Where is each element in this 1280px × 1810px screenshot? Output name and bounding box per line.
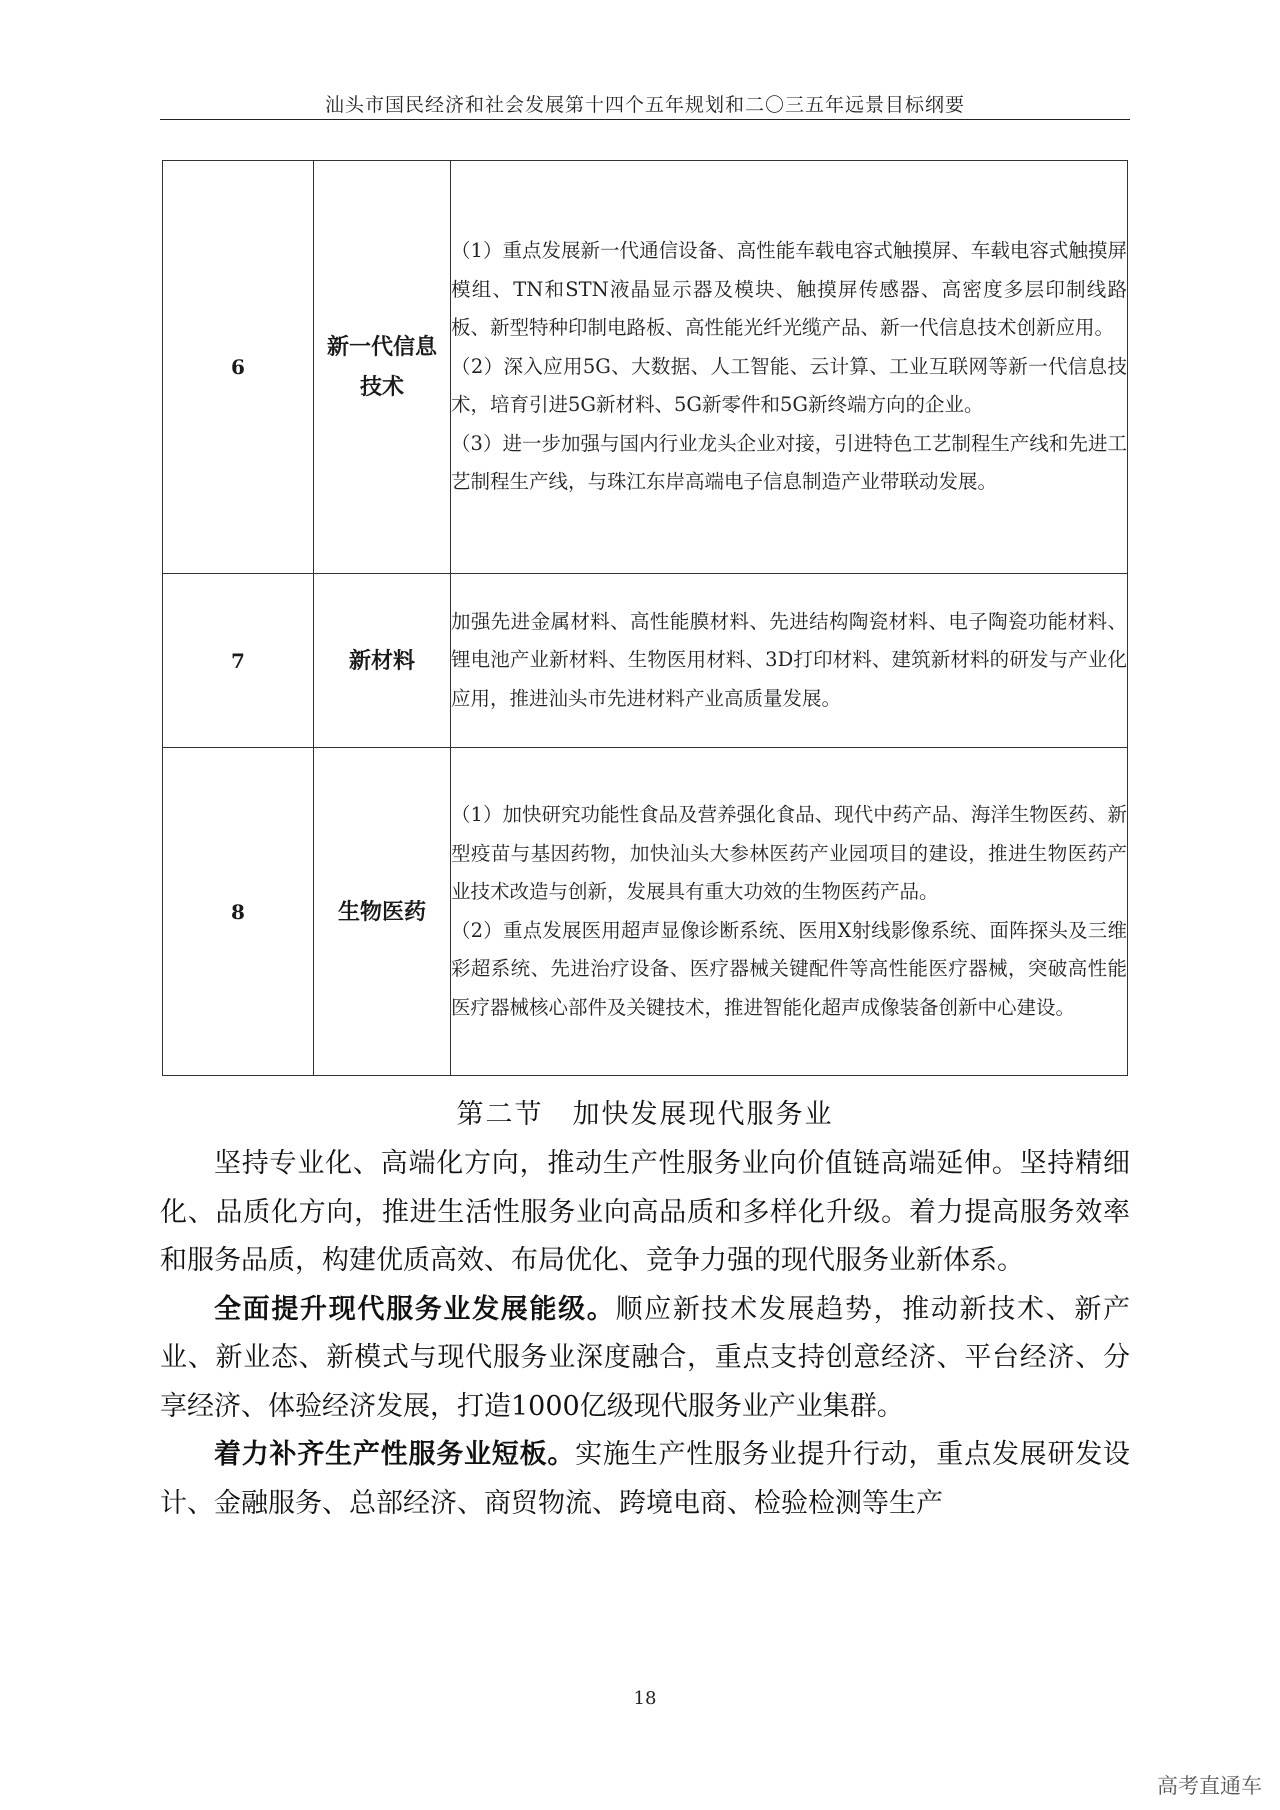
industry-name-line: 生物医药 <box>337 898 426 925</box>
row-number: 6 <box>163 161 314 574</box>
description-paragraph: （1）重点发展新一代通信设备、高性能车载电容式触摸屏、车载电容式触摸屏模组、TN和STN液晶显示器及模块、触摸屏传感器、高密度多层印制线路板、新型特种印制电路板、高性能光纤光缆产品、新一代信息技术创新应用。 <box>451 239 1127 340</box>
header-divider <box>160 119 1130 120</box>
industry-description <box>451 161 1128 574</box>
paragraph-text: 顺应新技术发展趋势，推动新技术、新产业、新业态、新模式与现代服务业深度融合，重点支持创意经济、平台经济、分享经济、体验经济发展，打造1000亿级现代服务业产业集群。 <box>160 1293 1130 1422</box>
body-text <box>160 1140 1130 1528</box>
running-header: 汕头市国民经济和社会发展第十四个五年规划和二〇三五年远景目标纲要 <box>324 94 965 116</box>
row-number: 8 <box>163 748 314 1076</box>
body-paragraph: 坚持专业化、高端化方向，推动生产性服务业向价值链高端延伸。坚持精细化、品质化方向，推进生活性服务业向高品质和多样化升级。着力提高服务效率和服务品质，构建优质高效、布局优化、竞争力强的现代服务业新体系。 <box>160 1148 1130 1276</box>
industry-name-line: 新一代信息 <box>326 334 437 360</box>
industry-name <box>314 748 451 1076</box>
industry-description <box>451 574 1128 748</box>
row-number: 7 <box>163 574 314 748</box>
body-paragraph <box>160 1431 1130 1528</box>
table-row <box>163 574 1128 748</box>
industry-name <box>314 161 451 574</box>
watermark: 高考直通车 <box>1157 1774 1262 1798</box>
paragraph-text: 实施生产性服务业提升行动，重点发展研发设计、金融服务、总部经济、商贸物流、跨境电商、检验检测等生产 <box>160 1439 1130 1519</box>
industry-table <box>162 160 1128 1076</box>
industry-name-line: 技术 <box>359 374 404 400</box>
description-paragraph: （3）进一步加强与国内行业龙头企业对接，引进特色工艺制程生产线和先进工艺制程生产线，与珠江东岸高端电子信息制造产业带联动发展。 <box>451 431 1127 494</box>
table-row <box>163 748 1128 1076</box>
paragraph-lead: 着力补齐生产性服务业短板。 <box>214 1439 576 1470</box>
page-number: 18 <box>633 1688 657 1709</box>
description-paragraph: （2）重点发展医用超声显像诊断系统、医用X射线影像系统、面阵探头及三维彩超系统、先进治疗设备、医疗器械关键配件等高性能医疗器械，突破高性能医疗器械核心部件及关键技术，推进智能化超声成像装备创新中心建设。 <box>451 918 1127 1019</box>
description-paragraph: 加强先进金属材料、高性能膜材料、先进结构陶瓷材料、电子陶瓷功能材料、锂电池产业新材料、生物医用材料、3D打印材料、建筑新材料的研发与产业化应用，推进汕头市先进材料产业高质量发展。 <box>451 609 1127 710</box>
industry-name-line: 新材料 <box>348 647 415 674</box>
table-row <box>163 161 1128 574</box>
description-paragraph: （1）加快研究功能性食品及营养强化食品、现代中药产品、海洋生物医药、新型疫苗与基因药物，加快汕头大参林医药产业园项目的建设，推进生物医药产业技术改造与创新，发展具有重大功效的生物医药产品。 <box>451 803 1127 903</box>
paragraph-lead: 全面提升现代服务业发展能级。 <box>214 1293 616 1325</box>
body-paragraph <box>160 1286 1130 1432</box>
section-title: 第二节 加快发展现代服务业 <box>456 1099 834 1130</box>
description-paragraph: （2）深入应用5G、大数据、人工智能、云计算、工业互联网等新一代信息技术，培育引进5G新材料、5G新零件和5G新终端方向的企业。 <box>451 354 1127 417</box>
industry-name <box>314 574 451 748</box>
industry-description <box>451 748 1128 1076</box>
